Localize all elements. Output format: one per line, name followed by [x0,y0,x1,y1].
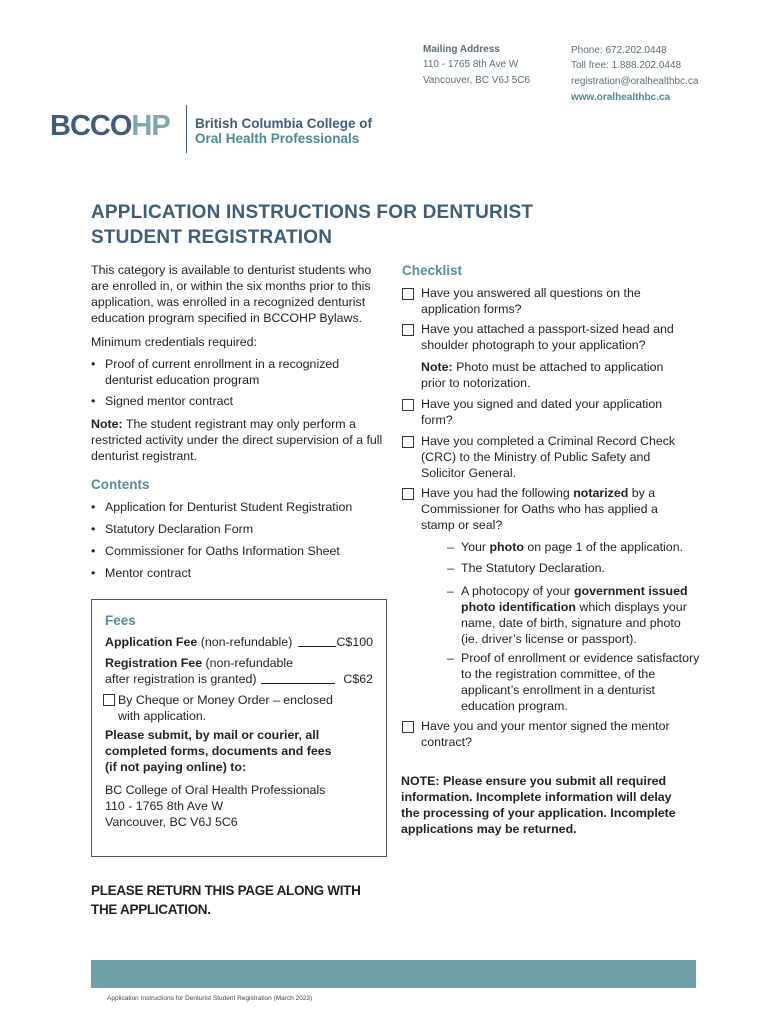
return-page-note: PLEASE RETURN THIS PAGE ALONG WITH THE APPLICATION. [91,883,361,917]
supervision-note [91,416,383,464]
credentials-list [91,356,361,409]
min-credentials-label: Minimum credentials required: [91,335,257,349]
application-fee-row [105,634,375,650]
list-item: • Signed mentor contract [91,393,361,409]
checklist-heading: Checklist [402,263,463,278]
tollfree-text: Toll free: 1.888.202.0448 [571,60,682,71]
fee-leader-line [298,646,336,647]
page-title-line1: APPLICATION INSTRUCTIONS FOR DENTURIST [91,202,534,223]
application-fee-note: (non-refundable) [197,635,293,649]
checkbox[interactable] [402,399,414,411]
logo-mark-primary: BCCO [50,110,132,142]
logo-college-name [195,116,372,146]
registration-fee-label: Registration Fee [105,656,203,670]
logo-name-line1: British Columbia College of [195,116,373,131]
list-item: • Commissioner for Oaths Information Sheet [91,543,381,559]
checkbox[interactable] [402,324,414,336]
email-link[interactable]: registration@oralhealthbc.ca [571,76,699,87]
mailing-address-block [423,44,530,89]
checkbox[interactable] [402,488,414,500]
registration-fee-note2: after registration is granted) [105,672,257,686]
college-address: BC College of Oral Health Professionals 110 - 1765 8th Ave W Vancouver, BC V6J 5C6 [105,783,326,829]
contents-list [91,499,381,581]
mailing-address-line1: 110 - 1765 8th Ave W [423,59,519,70]
fees-heading: Fees [105,613,136,628]
fee-leader-line [261,683,335,684]
checkbox[interactable] [402,436,414,448]
phone-text: Phone: 672.202.0448 [571,45,667,56]
application-fee-amount: C$100 [336,635,373,649]
checkbox[interactable] [402,288,414,300]
logo-mark-secondary: HP [131,110,170,142]
submit-instructions: Please submit, by mail or courier, all completed forms, documents and fees (if not paying online) to: [105,728,332,774]
page-title [91,200,651,250]
bccohp-logo [50,110,170,143]
application-fee-label: Application Fee [105,635,198,649]
list-item: • Proof of current enrollment in a recognized denturist education program [91,356,361,388]
note-label: Note: [91,417,123,431]
list-item: • Application for Denturist Student Registration [91,499,381,515]
note-text: The student registrant may only perform a restricted activity under the direct supervision of a full denturist registrant. [91,417,383,463]
footer-bar [91,960,696,988]
photo-note: Note: Photo must be attached to application prior to notorization. [421,360,664,390]
final-note: NOTE: Please ensure you submit all required information. Incomplete information will delay the processing of your application. Incomplete applications may be returned. [401,774,676,836]
checkbox[interactable] [402,721,414,733]
registration-fee-note: (non-refundable [202,656,294,670]
cheque-checkbox[interactable] [103,694,115,706]
mailing-address-line2: Vancouver, BC V6J 5C6 [423,75,531,86]
intro-paragraph: This category is available to denturist students who are enrolled in, or within the six months prior to this application, was enrolled in a recognized denturist education program specified in BCCOHP Bylaws. [91,263,372,325]
page-title-line2: STUDENT REGISTRATION [91,227,333,248]
cheque-text: By Cheque or Money Order – enclosed with application. [118,693,333,723]
mailing-address-label: Mailing Address [423,44,500,55]
website-link[interactable]: www.oralhealthbc.ca [571,92,671,103]
contact-block [571,44,698,106]
contents-heading: Contents [91,477,150,492]
registration-fee-row [105,655,375,687]
registration-fee-amount: C$62 [343,672,373,686]
footer-text: Application Instructions for Denturist Student Registration (March 2023) [107,995,313,1002]
logo-divider [186,105,187,153]
list-item: • Statutory Declaration Form [91,521,381,537]
list-item: • Mentor contract [91,565,381,581]
logo-name-line2: Oral Health Professionals [195,131,360,146]
